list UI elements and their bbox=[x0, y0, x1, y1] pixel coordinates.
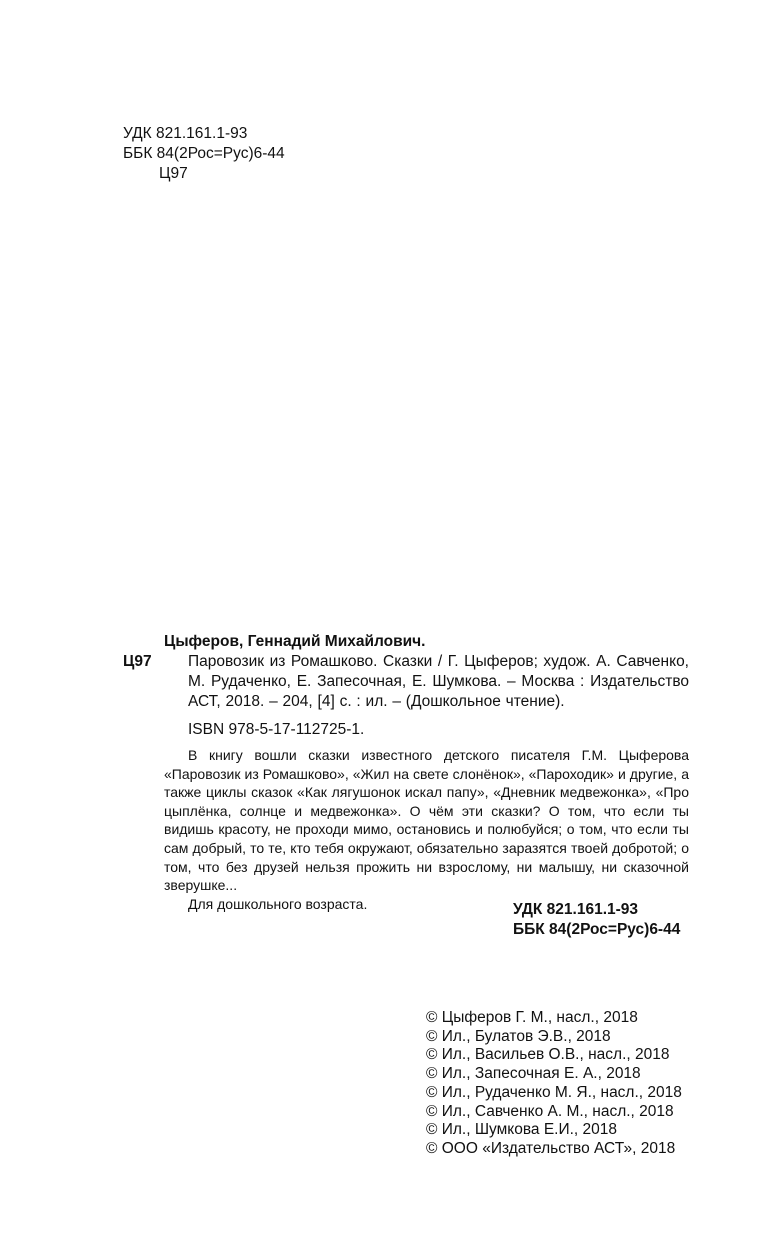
bbk-code-bottom: ББК 84(2Рос=Рус)6-44 bbox=[513, 921, 681, 938]
record-cutter: Ц97 bbox=[123, 653, 152, 670]
cutter-code: Ц97 bbox=[159, 165, 188, 182]
bibliographic-record bbox=[123, 632, 689, 740]
udk-code: УДК 821.161.1-93 bbox=[123, 125, 248, 142]
copyright-line: © Ил., Шумкова Е.И., 2018 bbox=[426, 1121, 618, 1139]
isbn: ISBN 978-5-17-112725-1. bbox=[188, 721, 365, 738]
copyright-line: © ООО «Издательство АСТ», 2018 bbox=[426, 1139, 676, 1157]
audience-note: Для дошкольного возраста. bbox=[188, 895, 368, 912]
copyright-line: © Ил., Савченко А. М., насл., 2018 bbox=[426, 1102, 674, 1120]
udk-code-bottom: УДК 821.161.1-93 bbox=[513, 901, 639, 918]
copyright-list bbox=[426, 1009, 682, 1159]
record-description-row bbox=[123, 652, 689, 712]
record-description: Паровозик из Ромашково. Сказки / Г. Цыферов; худож. А. Савченко, М. Рудаченко, Е. Запесочная, Е. Шумкова. – Москва : Издательство АСТ, 2018. – 204, [4] с. : ил. – (Дошкольное чтение). bbox=[188, 653, 689, 710]
author-heading: Цыферов, Геннадий Михайлович. bbox=[164, 633, 426, 650]
top-classification bbox=[123, 124, 285, 184]
copyright-line: © Ил., Рудаченко М. Я., насл., 2018 bbox=[426, 1083, 682, 1101]
copyright-line: © Ил., Васильев О.В., насл., 2018 bbox=[426, 1046, 670, 1064]
annotation-text: В книгу вошли сказки известного детского писателя Г.М. Цыферова «Паровозик из Ромашково», «Жил на свете слонёнок», «Пароходик» и другие, а также циклы сказок «Как лягушонок искал папу», «Дневник медвежонка», «Про цыплёнка, солнце и медвежонка». О чём эти сказки? О том, что если ты видишь красоту, не проходи мимо, остановись и полюбуйся; о том, что если ты сам добрый, то те, кто тебя окружают, обязательно заразятся твоей добротой; о том, что без друзей нельзя прожить ни взрослому, ни малышу, ни сказочной зверушке... bbox=[164, 747, 689, 894]
annotation bbox=[164, 746, 689, 913]
copyright-block bbox=[426, 1009, 682, 1159]
copyright-line: © Цыферов Г. М., насл., 2018 bbox=[426, 1009, 638, 1026]
bottom-classification bbox=[513, 900, 680, 940]
bbk-code: ББК 84(2Рос=Рус)6-44 bbox=[123, 145, 285, 162]
copyright-line: © Ил., Запесочная Е. А., 2018 bbox=[426, 1065, 641, 1083]
copyright-line: © Ил., Булатов Э.В., 2018 bbox=[426, 1027, 611, 1045]
